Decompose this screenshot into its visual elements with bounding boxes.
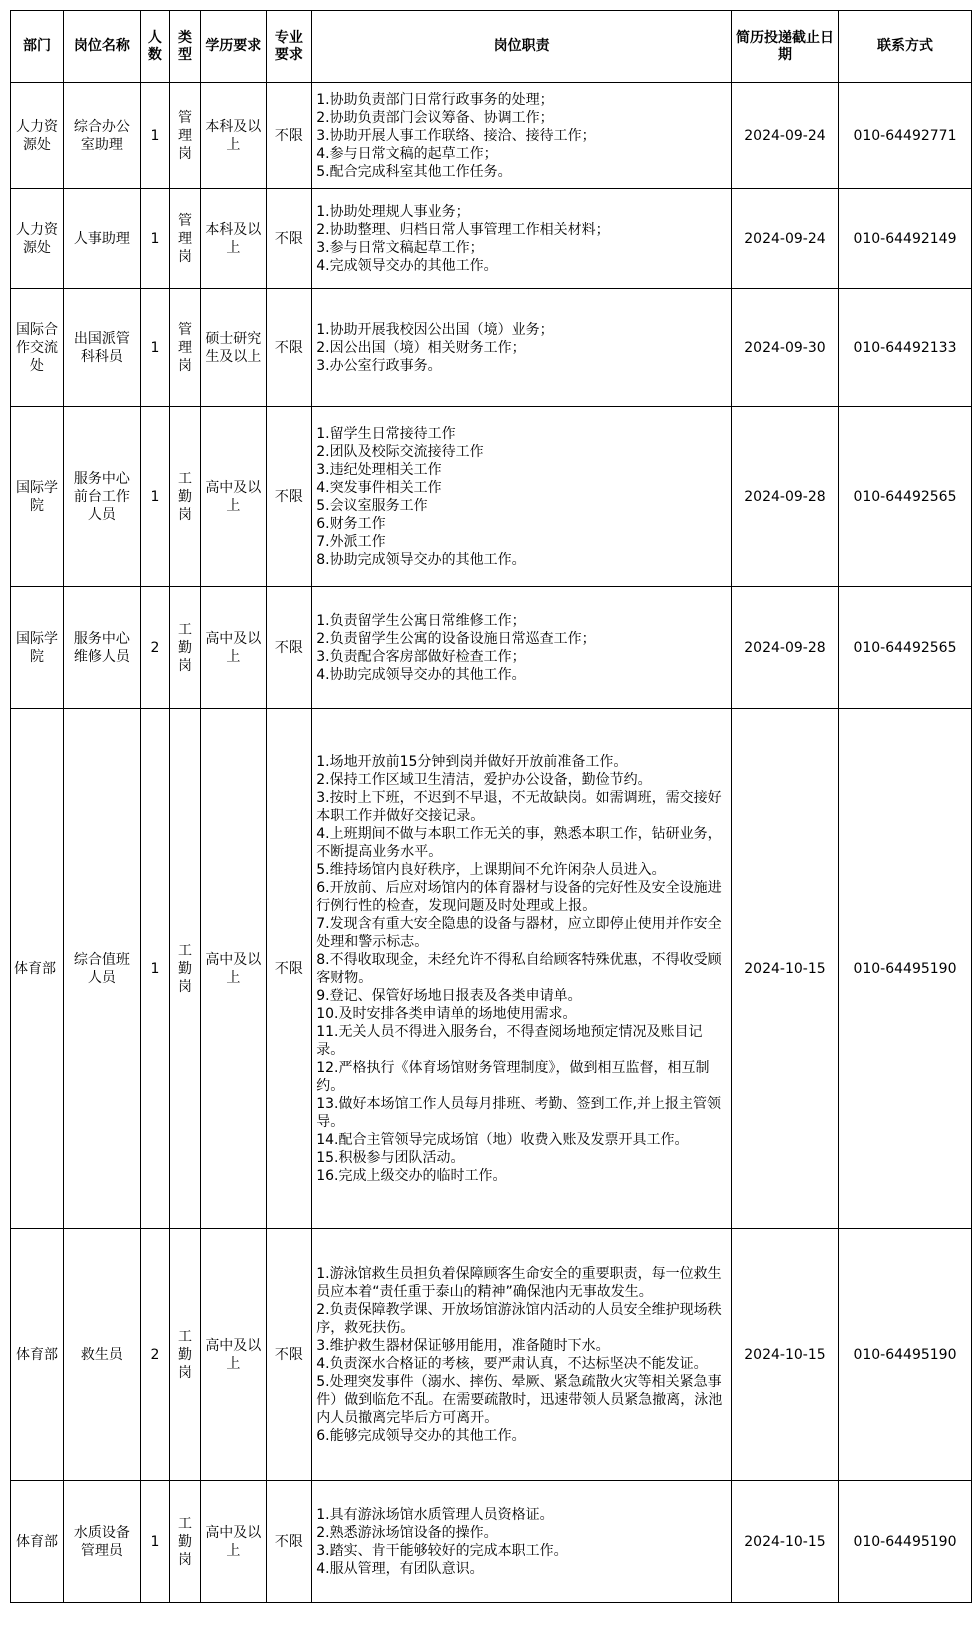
type-cell: 管理岗 bbox=[169, 83, 200, 189]
dept-cell: 体育部 bbox=[11, 1229, 64, 1481]
duty-line: 4.突发事件相关工作 bbox=[316, 479, 442, 496]
count-cell: 2 bbox=[140, 587, 169, 709]
contact-cell: 010-64495190 bbox=[838, 1229, 971, 1481]
deadline-cell: 2024-10-15 bbox=[731, 1481, 838, 1603]
duties-cell bbox=[312, 709, 732, 1229]
dept-cell: 国际合作交流处 bbox=[11, 289, 64, 407]
position-cell: 出国派管科科员 bbox=[63, 289, 140, 407]
education-cell: 高中及以上 bbox=[201, 1481, 266, 1603]
deadline-cell: 2024-09-24 bbox=[731, 83, 838, 189]
dept-cell: 体育部 bbox=[11, 1481, 64, 1603]
duty-line: 1.留学生日常接待工作 bbox=[316, 425, 456, 442]
duty-line: 1.协助负责部门日常行政事务的处理； bbox=[316, 91, 554, 108]
table-row bbox=[11, 1229, 972, 1481]
major-cell: 不限 bbox=[266, 709, 312, 1229]
duty-line: 4.完成领导交办的其他工作。 bbox=[316, 257, 498, 274]
duties-cell bbox=[312, 289, 732, 407]
dept-cell: 人力资源处 bbox=[11, 83, 64, 189]
position-cell: 水质设备管理员 bbox=[63, 1481, 140, 1603]
duty-line: 9.登记、保管好场地日报表及各类申请单。 bbox=[316, 987, 582, 1004]
table-row bbox=[11, 83, 972, 189]
duty-line: 2.协助整理、归档日常人事管理工作相关材料； bbox=[316, 221, 610, 238]
deadline-cell: 2024-09-24 bbox=[731, 189, 838, 289]
type-cell: 工勤岗 bbox=[169, 709, 200, 1229]
header-duties: 岗位职责 bbox=[312, 11, 732, 83]
type-cell: 工勤岗 bbox=[169, 407, 200, 587]
duty-line: 7.发现含有重大安全隐患的设备与器材，应立即停止使用并作安全处理和警示标志。 bbox=[316, 915, 722, 950]
type-cell: 管理岗 bbox=[169, 189, 200, 289]
duties-cell bbox=[312, 587, 732, 709]
count-cell: 1 bbox=[140, 289, 169, 407]
count-cell: 1 bbox=[140, 1481, 169, 1603]
duty-line: 3.违纪处理相关工作 bbox=[316, 461, 442, 478]
duty-line: 4.负责深水合格证的考核，要严肃认真，不达标坚决不能发证。 bbox=[316, 1355, 708, 1372]
deadline-cell: 2024-10-15 bbox=[731, 1229, 838, 1481]
major-cell: 不限 bbox=[266, 1229, 312, 1481]
duty-line: 8.协助完成领导交办的其他工作。 bbox=[316, 551, 526, 568]
duty-line: 4.上班期间不做与本职工作无关的事，熟悉本职工作，钻研业务，不断提高业务水平。 bbox=[316, 825, 722, 860]
duties-cell bbox=[312, 1481, 732, 1603]
table-row bbox=[11, 587, 972, 709]
table-row bbox=[11, 289, 972, 407]
duties-cell bbox=[312, 1229, 732, 1481]
duty-line: 1.协助处理规人事业务； bbox=[316, 203, 470, 220]
dept-cell: 国际学院 bbox=[11, 407, 64, 587]
count-cell: 1 bbox=[140, 83, 169, 189]
contact-cell: 010-64492565 bbox=[838, 587, 971, 709]
duty-line: 5.配合完成科室其他工作任务。 bbox=[316, 163, 512, 180]
education-cell: 本科及以上 bbox=[201, 83, 266, 189]
position-cell: 综合值班人员 bbox=[63, 709, 140, 1229]
position-cell: 人事助理 bbox=[63, 189, 140, 289]
education-cell: 高中及以上 bbox=[201, 1229, 266, 1481]
duty-line: 3.踏实、肯干能够较好的完成本职工作。 bbox=[316, 1542, 568, 1559]
duty-line: 4.服从管理，有团队意识。 bbox=[316, 1560, 484, 1577]
duty-line: 6.开放前、后应对场馆内的体育器材与设备的完好性及安全设施进行例行性的检查，发现问题及时处理或上报。 bbox=[316, 879, 722, 914]
position-cell: 综合办公室助理 bbox=[63, 83, 140, 189]
contact-cell: 010-64492149 bbox=[838, 189, 971, 289]
duty-line: 2.协助负责部门会议筹备、协调工作； bbox=[316, 109, 554, 126]
dept-cell: 体育部 bbox=[11, 709, 64, 1229]
table-row bbox=[11, 709, 972, 1229]
education-cell: 高中及以上 bbox=[201, 587, 266, 709]
position-cell: 服务中心维修人员 bbox=[63, 587, 140, 709]
position-cell: 服务中心前台工作人员 bbox=[63, 407, 140, 587]
duty-line: 5.会议室服务工作 bbox=[316, 497, 428, 514]
dept-cell: 国际学院 bbox=[11, 587, 64, 709]
header-contact: 联系方式 bbox=[838, 11, 971, 83]
deadline-cell: 2024-10-15 bbox=[731, 709, 838, 1229]
duty-line: 1.场地开放前15分钟到岗并做好开放前准备工作。 bbox=[316, 753, 628, 770]
duty-line: 10.及时安排各类申请单的场地使用需求。 bbox=[316, 1005, 577, 1022]
duty-line: 2.团队及校际交流接待工作 bbox=[316, 443, 484, 460]
duty-line: 2.保持工作区域卫生清洁，爱护办公设备，勤俭节约。 bbox=[316, 771, 652, 788]
duty-line: 3.按时上下班，不迟到不早退，不无故缺岗。如需调班，需交接好本职工作并做好交接记录。 bbox=[316, 789, 722, 824]
duty-line: 3.协助开展人事工作联络、接洽、接待工作； bbox=[316, 127, 596, 144]
duty-line: 2.因公出国（境）相关财务工作； bbox=[316, 339, 526, 356]
major-cell: 不限 bbox=[266, 289, 312, 407]
duty-line: 1.具有游泳场馆水质管理人员资格证。 bbox=[316, 1506, 554, 1523]
duty-line: 2.熟悉游泳场馆设备的操作。 bbox=[316, 1524, 498, 1541]
duty-line: 4.参与日常文稿的起草工作； bbox=[316, 145, 498, 162]
table-row bbox=[11, 407, 972, 587]
count-cell: 1 bbox=[140, 709, 169, 1229]
major-cell: 不限 bbox=[266, 1481, 312, 1603]
header-position: 岗位名称 bbox=[63, 11, 140, 83]
duties-cell bbox=[312, 83, 732, 189]
education-cell: 高中及以上 bbox=[201, 709, 266, 1229]
duty-line: 7.外派工作 bbox=[316, 533, 386, 550]
deadline-cell: 2024-09-30 bbox=[731, 289, 838, 407]
contact-cell: 010-64495190 bbox=[838, 1481, 971, 1603]
header-education: 学历要求 bbox=[201, 11, 266, 83]
count-cell: 1 bbox=[140, 189, 169, 289]
count-cell: 1 bbox=[140, 407, 169, 587]
contact-cell: 010-64495190 bbox=[838, 709, 971, 1229]
duty-line: 1.游泳馆救生员担负着保障顾客生命安全的重要职责，每一位救生员应本着“责任重于泰山的精神”确保池内无事故发生。 bbox=[316, 1265, 722, 1300]
duties-cell bbox=[312, 189, 732, 289]
header-type: 类型 bbox=[169, 11, 200, 83]
major-cell: 不限 bbox=[266, 83, 312, 189]
duty-line: 11.无关人员不得进入服务台，不得查阅场地预定情况及账目记录。 bbox=[316, 1023, 703, 1058]
major-cell: 不限 bbox=[266, 407, 312, 587]
duty-line: 3.维护救生器材保证够用能用，准备随时下水。 bbox=[316, 1337, 610, 1354]
position-cell: 救生员 bbox=[63, 1229, 140, 1481]
type-cell: 工勤岗 bbox=[169, 1229, 200, 1481]
major-cell: 不限 bbox=[266, 189, 312, 289]
header-dept: 部门 bbox=[11, 11, 64, 83]
count-cell: 2 bbox=[140, 1229, 169, 1481]
duty-line: 1.协助开展我校因公出国（境）业务； bbox=[316, 321, 554, 338]
duty-line: 12.严格执行《体育场馆财务管理制度》，做到相互监督，相互制约。 bbox=[316, 1059, 710, 1094]
header-row bbox=[11, 11, 972, 83]
duty-line: 4.协助完成领导交办的其他工作。 bbox=[316, 666, 526, 683]
deadline-cell: 2024-09-28 bbox=[731, 587, 838, 709]
job-table bbox=[10, 10, 972, 1603]
duty-line: 6.能够完成领导交办的其他工作。 bbox=[316, 1427, 526, 1444]
duty-line: 5.维持场馆内良好秩序，上课期间不允许闲杂人员进入。 bbox=[316, 861, 666, 878]
dept-cell: 人力资源处 bbox=[11, 189, 64, 289]
deadline-cell: 2024-09-28 bbox=[731, 407, 838, 587]
contact-cell: 010-64492771 bbox=[838, 83, 971, 189]
duty-line: 1.负责留学生公寓日常维修工作； bbox=[316, 612, 526, 629]
duties-cell bbox=[312, 407, 732, 587]
table-row bbox=[11, 189, 972, 289]
contact-cell: 010-64492133 bbox=[838, 289, 971, 407]
duty-line: 14.配合主管领导完成场馆（地）收费入账及发票开具工作。 bbox=[316, 1131, 689, 1148]
duty-line: 3.参与日常文稿起草工作； bbox=[316, 239, 484, 256]
header-count: 人数 bbox=[140, 11, 169, 83]
education-cell: 硕士研究生及以上 bbox=[201, 289, 266, 407]
education-cell: 本科及以上 bbox=[201, 189, 266, 289]
education-cell: 高中及以上 bbox=[201, 407, 266, 587]
major-cell: 不限 bbox=[266, 587, 312, 709]
table-row bbox=[11, 1481, 972, 1603]
duty-line: 15.积极参与团队活动。 bbox=[316, 1149, 465, 1166]
header-major: 专业要求 bbox=[266, 11, 312, 83]
duty-line: 8.不得收取现金，未经允许不得私自给顾客特殊优惠，不得收受顾客财物。 bbox=[316, 951, 722, 986]
duty-line: 3.办公室行政事务。 bbox=[316, 357, 442, 374]
type-cell: 工勤岗 bbox=[169, 1481, 200, 1603]
duty-line: 2.负责留学生公寓的设备设施日常巡查工作； bbox=[316, 630, 596, 647]
header-deadline: 简历投递截止日期 bbox=[731, 11, 838, 83]
type-cell: 管理岗 bbox=[169, 289, 200, 407]
duty-line: 2.负责保障教学课、开放场馆游泳馆内活动的人员安全维护现场秩序，救死扶伤。 bbox=[316, 1301, 722, 1336]
duty-line: 6.财务工作 bbox=[316, 515, 386, 532]
duty-line: 13.做好本场馆工作人员每月排班、考勤、签到工作,并上报主管领导。 bbox=[316, 1095, 721, 1130]
contact-cell: 010-64492565 bbox=[838, 407, 971, 587]
duty-line: 5.处理突发事件（溺水、摔伤、晕厥、紧急疏散火灾等相关紧急事件）做到临危不乱。在需要疏散时，迅速带领人员紧急撤离，泳池内人员撤离完毕后方可离开。 bbox=[316, 1373, 723, 1426]
duty-line: 3.负责配合客房部做好检查工作； bbox=[316, 648, 526, 665]
duty-line: 16.完成上级交办的临时工作。 bbox=[316, 1167, 507, 1184]
type-cell: 工勤岗 bbox=[169, 587, 200, 709]
